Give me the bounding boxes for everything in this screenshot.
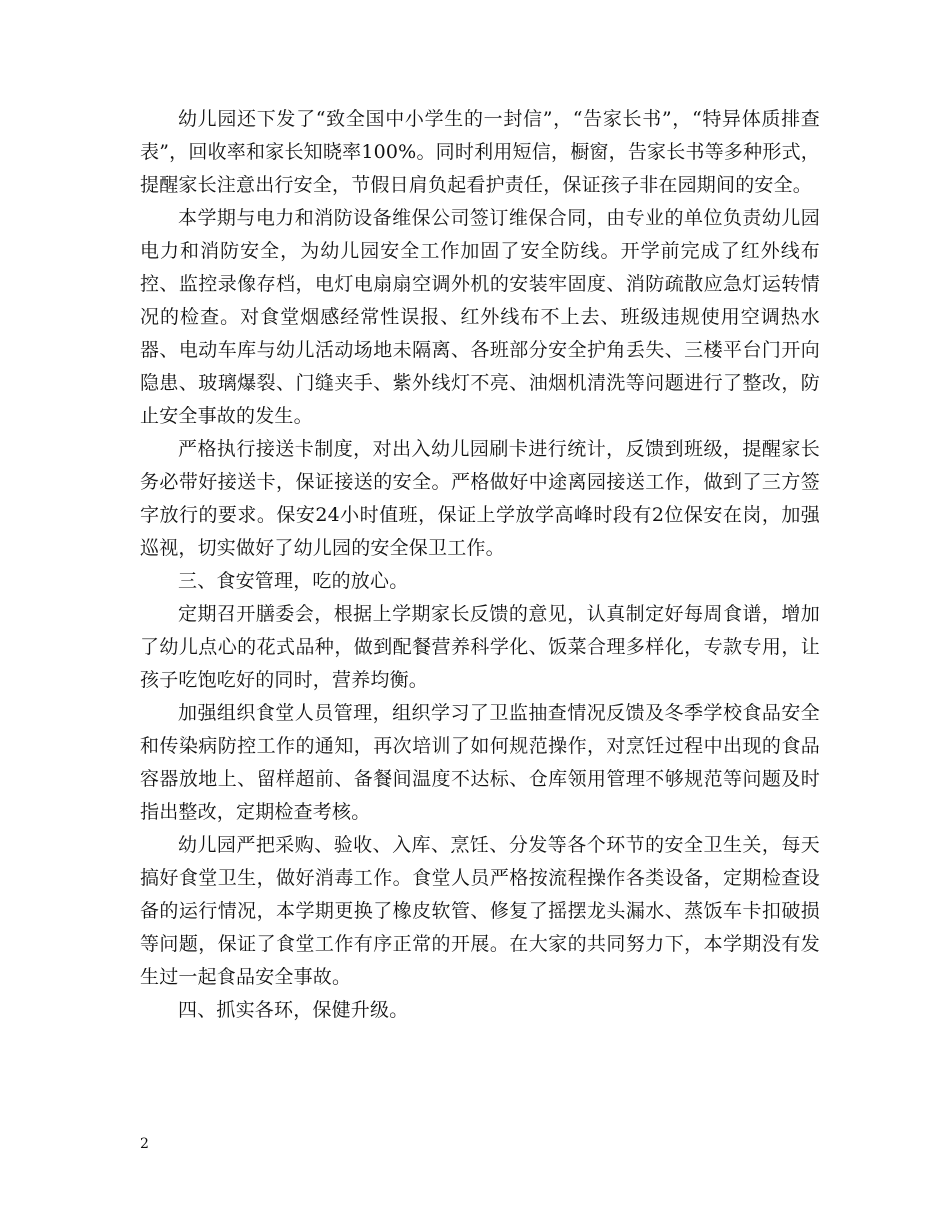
paragraph-procurement: 幼儿园严把采购、验收、入库、烹饪、分发等各个环节的安全卫生关，每天搞好食堂卫生，做好消毒工作。食堂人员严格按流程操作各类设备，定期检查设备的运行情况，本学期更换了橡皮软管、修复了摇摆龙头漏水、蒸饭车卡扣破损等问题，保证了食堂工作有序正常的开展。在大家的共同努力下，本学期没有发生过一起食品安全事故。 — [140, 834, 820, 988]
paragraph-maintenance-contract: 本学期与电力和消防设备维保公司签订维保合同，由专业的单位负责幼儿园电力和消防安全，为幼儿园安全工作加固了安全防线。开学前完成了红外线布控、监控录像存档，电灯电扇扇空调外机的安装牢固度、消防疏散应急灯运转情况的检查。对食堂烟感经常性误报、红外线布不上去、班级违规使用空调热水器、电动车库与幼儿活动场地未隔离、各班部分安全护角丢失、三楼平台门开向隐患、玻璃爆裂、门缝夹手、紫外线灯不亮、油烟机清洗等问题进行了整改，防止安全事故的发生。 — [140, 207, 820, 427]
page-number: 2 — [140, 1136, 149, 1152]
paragraph-meal-committee: 定期召开膳委会，根据上学期家长反馈的意见，认真制定好每周食谱，增加了幼儿点心的花式品种，做到配餐营养科学化、饭菜合理多样化，专款专用，让孩子吃饱吃好的同时，营养均衡。 — [140, 603, 820, 691]
section-heading-health-care: 四、抓实各环，保健升级。 — [178, 999, 409, 1021]
paragraph-safety-letters: 幼儿园还下发了“致全国中小学生的一封信”，“告家长书”，“特异体质排查表”，回收率和家长知晓率100%。同时利用短信，橱窗，告家长书等多种形式，提醒家长注意出行安全，节假日肩负起看护责任，保证孩子非在园期间的安全。 — [140, 108, 820, 196]
section-heading-food-safety: 三、食安管理，吃的放心。 — [178, 570, 409, 592]
document-body — [140, 103, 820, 1027]
paragraph-pickup-card: 严格执行接送卡制度，对出入幼儿园刷卡进行统计，反馈到班级，提醒家长务必带好接送卡，保证接送的安全。严格做好中途离园接送工作，做到了三方签字放行的要求。保安24小时值班，保证上学放学高峰时段有2位保安在岗，加强巡视，切实做好了幼儿园的安全保卫工作。 — [140, 438, 820, 559]
paragraph-canteen-staff: 加强组织食堂人员管理，组织学习了卫监抽查情况反馈及冬季学校食品安全和传染病防控工作的通知，再次培训了如何规范操作，对烹饪过程中出现的食品容器放地上、留样超前、备餐间温度不达标、仓库领用管理不够规范等问题及时指出整改，定期检查考核。 — [140, 702, 820, 823]
